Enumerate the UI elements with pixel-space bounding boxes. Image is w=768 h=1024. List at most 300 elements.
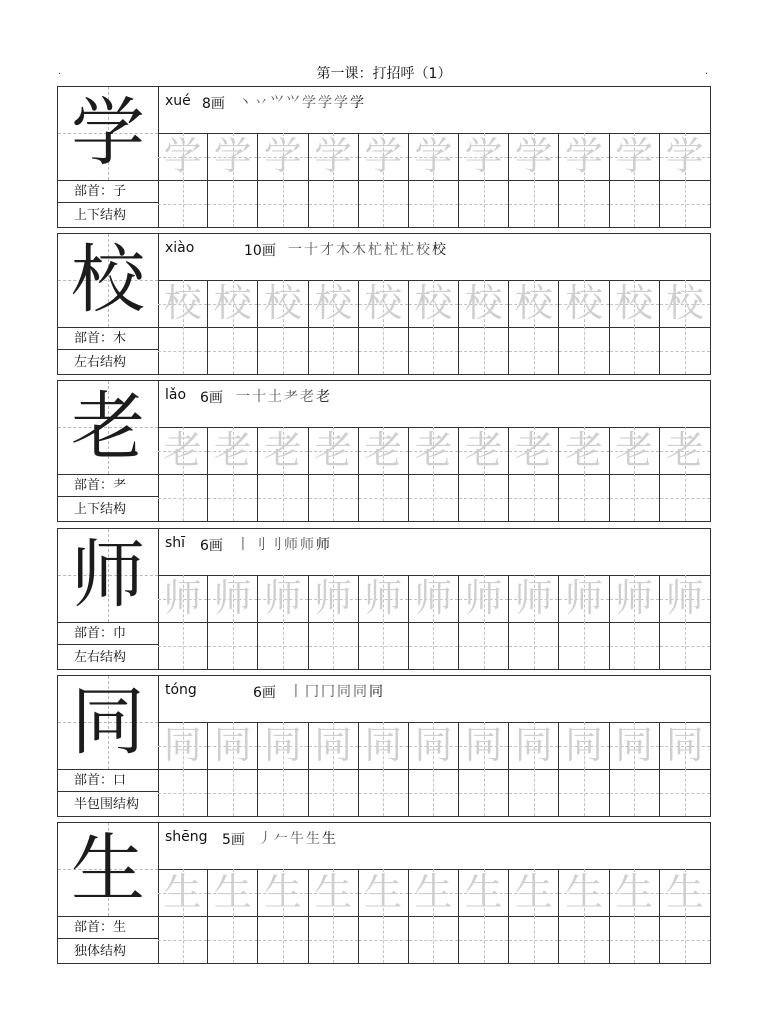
practice-cell[interactable]	[158, 180, 208, 227]
practice-cell[interactable]	[258, 474, 308, 521]
practice-cell[interactable]	[258, 916, 308, 963]
character-block	[57, 380, 711, 522]
trace-character: 同	[163, 723, 202, 767]
practice-cell[interactable]	[559, 622, 609, 669]
trace-character: 同	[514, 723, 553, 767]
practice-cell[interactable]	[559, 180, 609, 227]
practice-cell[interactable]	[158, 622, 208, 669]
practice-cell[interactable]	[208, 769, 258, 816]
stroke-step: 同	[353, 684, 368, 700]
radical-row	[58, 916, 158, 939]
stroke-order	[236, 534, 332, 554]
tracing-cell[interactable]	[559, 427, 609, 474]
trace-character: 同	[314, 723, 353, 767]
trace-character: 学	[564, 134, 603, 178]
tracing-cell[interactable]	[309, 427, 359, 474]
practice-cell[interactable]	[409, 622, 459, 669]
stroke-order	[288, 239, 448, 259]
character-block	[57, 675, 711, 817]
trace-character: 老	[364, 428, 403, 472]
trace-character: 师	[464, 576, 503, 620]
tracing-cell[interactable]	[610, 280, 660, 327]
tracing-row	[158, 427, 710, 475]
trace-character: 老	[163, 428, 202, 472]
practice-cell[interactable]	[258, 180, 308, 227]
model-character-cell	[58, 529, 158, 623]
structure-label: 上下结构	[74, 208, 127, 223]
tracing-cell[interactable]	[208, 133, 258, 180]
trace-character: 学	[364, 134, 403, 178]
practice-row	[158, 622, 710, 669]
practice-cell[interactable]	[409, 327, 459, 374]
tracing-cell[interactable]	[309, 133, 359, 180]
stroke-step: 丨	[236, 537, 251, 553]
trace-character: 老	[213, 428, 252, 472]
practice-cell[interactable]	[559, 916, 609, 963]
corner-mark-left: .	[58, 66, 62, 77]
practice-cell[interactable]	[459, 327, 509, 374]
practice-cell[interactable]	[158, 474, 208, 521]
tracing-cell[interactable]	[559, 280, 609, 327]
practice-cell[interactable]	[158, 327, 208, 374]
practice-cell[interactable]	[309, 916, 359, 963]
tracing-row	[158, 280, 710, 328]
writing-area	[158, 381, 710, 521]
tracing-cell[interactable]	[409, 280, 459, 327]
tracing-cell[interactable]	[660, 280, 710, 327]
practice-cell[interactable]	[258, 769, 308, 816]
trace-character: 校	[464, 281, 503, 325]
stroke-step: 生	[322, 831, 337, 847]
writing-area	[158, 676, 710, 816]
pinyin: shī	[165, 535, 186, 551]
trace-character: 校	[615, 281, 654, 325]
radical-value: 巾	[113, 626, 127, 641]
tracing-cell[interactable]	[258, 722, 308, 769]
tracing-cell[interactable]	[208, 869, 258, 916]
stroke-count: 6画	[253, 685, 276, 701]
tracing-cell[interactable]	[359, 280, 409, 327]
tracing-cell[interactable]	[409, 722, 459, 769]
radical-row	[58, 622, 158, 645]
practice-cell[interactable]	[660, 474, 710, 521]
tracing-cell[interactable]	[509, 869, 559, 916]
practice-cell[interactable]	[409, 769, 459, 816]
trace-character: 师	[665, 576, 704, 620]
stroke-order	[258, 828, 338, 848]
tracing-cell[interactable]	[610, 427, 660, 474]
character-panel	[58, 381, 159, 521]
tracing-cell[interactable]	[258, 575, 308, 622]
model-character-cell	[58, 234, 158, 328]
trace-character: 生	[665, 870, 704, 914]
model-character: 老	[71, 384, 145, 470]
stroke-step: 校	[416, 242, 431, 258]
stroke-step: 学	[350, 95, 365, 111]
practice-cell[interactable]	[208, 180, 258, 227]
trace-character: 师	[615, 576, 654, 620]
practice-cell[interactable]	[208, 474, 258, 521]
trace-character: 校	[163, 281, 202, 325]
tracing-cell[interactable]	[509, 427, 559, 474]
practice-cell[interactable]	[660, 769, 710, 816]
tracing-cell[interactable]	[660, 869, 710, 916]
trace-character: 学	[615, 134, 654, 178]
stroke-count: 5画	[222, 832, 245, 848]
tracing-cell[interactable]	[309, 869, 359, 916]
tracing-cell[interactable]	[459, 133, 509, 180]
tracing-cell[interactable]	[660, 427, 710, 474]
structure-label: 上下结构	[74, 502, 127, 517]
pinyin: lǎo	[165, 387, 187, 403]
trace-character: 学	[464, 134, 503, 178]
stroke-step: 杧	[384, 242, 399, 258]
pinyin-stroke-row	[158, 381, 710, 428]
practice-cell[interactable]	[158, 769, 208, 816]
practice-cell[interactable]	[509, 180, 559, 227]
radical-row	[58, 474, 158, 497]
stroke-step: 刂	[268, 537, 283, 553]
tracing-cell[interactable]	[459, 280, 509, 327]
pinyin-stroke-row	[158, 87, 710, 134]
tracing-row	[158, 575, 710, 623]
stroke-step: 师	[300, 537, 315, 553]
tracing-cell[interactable]	[158, 575, 208, 622]
pinyin: shēng	[165, 829, 208, 845]
practice-row	[158, 916, 710, 963]
trace-character: 师	[163, 576, 202, 620]
stroke-step: 师	[316, 537, 331, 553]
practice-cell[interactable]	[359, 916, 409, 963]
character-block	[57, 86, 711, 228]
tracing-cell[interactable]	[208, 575, 258, 622]
practice-cell[interactable]	[610, 769, 660, 816]
trace-character: 老	[263, 428, 302, 472]
tracing-cell[interactable]	[459, 722, 509, 769]
stroke-step: 丶	[238, 95, 253, 111]
pinyin: xué	[165, 93, 191, 109]
writing-area	[158, 234, 710, 374]
trace-character: 老	[665, 428, 704, 472]
tracing-cell[interactable]	[459, 575, 509, 622]
model-character: 学	[71, 90, 145, 176]
practice-row	[158, 180, 710, 227]
tracing-row	[158, 869, 710, 917]
practice-cell[interactable]	[459, 180, 509, 227]
character-block	[57, 233, 711, 375]
stroke-step: 木	[352, 242, 367, 258]
tracing-cell[interactable]	[258, 869, 308, 916]
practice-cell[interactable]	[409, 180, 459, 227]
tracing-cell[interactable]	[359, 722, 409, 769]
stroke-count: 10画	[244, 243, 276, 259]
practice-cell[interactable]	[309, 327, 359, 374]
tracing-cell[interactable]	[208, 427, 258, 474]
character-block	[57, 822, 711, 964]
tracing-cell[interactable]	[660, 133, 710, 180]
stroke-order	[289, 681, 385, 701]
stroke-step: 同	[337, 684, 352, 700]
tracing-cell[interactable]	[258, 133, 308, 180]
stroke-step: 𠂉	[274, 831, 289, 847]
trace-character: 生	[514, 870, 553, 914]
trace-character: 同	[364, 723, 403, 767]
tracing-row	[158, 722, 710, 770]
stroke-step: 𭕄	[286, 95, 301, 111]
tracing-cell[interactable]	[409, 133, 459, 180]
pinyin: xiào	[165, 240, 195, 256]
writing-area	[158, 529, 710, 669]
model-character-cell	[58, 676, 158, 770]
practice-cell[interactable]	[559, 327, 609, 374]
trace-character: 同	[464, 723, 503, 767]
trace-character: 生	[163, 870, 202, 914]
practice-cell[interactable]	[208, 327, 258, 374]
stroke-step: 生	[306, 831, 321, 847]
trace-character: 同	[263, 723, 302, 767]
tracing-cell[interactable]	[559, 722, 609, 769]
trace-character: 学	[414, 134, 453, 178]
tracing-cell[interactable]	[258, 280, 308, 327]
tracing-cell[interactable]	[660, 722, 710, 769]
practice-cell[interactable]	[559, 769, 609, 816]
tracing-cell[interactable]	[610, 722, 660, 769]
stroke-step: 丿	[258, 831, 273, 847]
tracing-cell[interactable]	[509, 722, 559, 769]
tracing-cell[interactable]	[509, 575, 559, 622]
trace-character: 生	[414, 870, 453, 914]
practice-cell[interactable]	[158, 916, 208, 963]
practice-cell[interactable]	[309, 622, 359, 669]
practice-cell[interactable]	[309, 769, 359, 816]
practice-cell[interactable]	[660, 622, 710, 669]
trace-character: 学	[314, 134, 353, 178]
trace-character: 老	[514, 428, 553, 472]
stroke-step: 一	[288, 242, 303, 258]
trace-character: 老	[615, 428, 654, 472]
trace-character: 同	[615, 723, 654, 767]
trace-character: 校	[564, 281, 603, 325]
tracing-cell[interactable]	[359, 133, 409, 180]
tracing-cell[interactable]	[409, 427, 459, 474]
stroke-count: 6画	[200, 390, 223, 406]
pinyin-stroke-row	[158, 823, 710, 870]
practice-cell[interactable]	[610, 474, 660, 521]
stroke-step: 丷	[254, 95, 269, 111]
tracing-cell[interactable]	[359, 427, 409, 474]
stroke-step: 杧	[400, 242, 415, 258]
stroke-order	[238, 92, 366, 112]
pinyin-stroke-row	[158, 529, 710, 576]
stroke-step: 老	[316, 389, 331, 405]
radical-row	[58, 180, 158, 203]
tracing-cell[interactable]	[559, 869, 609, 916]
trace-character: 生	[464, 870, 503, 914]
practice-cell[interactable]	[359, 622, 409, 669]
trace-character: 生	[364, 870, 403, 914]
tracing-cell[interactable]	[610, 869, 660, 916]
radical-label: 部首：	[74, 184, 114, 199]
practice-cell[interactable]	[409, 474, 459, 521]
practice-cell[interactable]	[208, 622, 258, 669]
writing-area	[158, 823, 710, 963]
trace-character: 校	[414, 281, 453, 325]
tracing-cell[interactable]	[509, 133, 559, 180]
radical-value: 生	[113, 920, 127, 935]
stroke-step: 老	[300, 389, 315, 405]
practice-cell[interactable]	[610, 180, 660, 227]
practice-cell[interactable]	[359, 327, 409, 374]
structure-label: 左右结构	[74, 355, 127, 370]
character-panel	[58, 234, 159, 374]
writing-area	[158, 87, 710, 227]
tracing-cell[interactable]	[158, 722, 208, 769]
practice-cell[interactable]	[610, 916, 660, 963]
practice-cell[interactable]	[309, 180, 359, 227]
character-panel	[58, 87, 159, 227]
practice-cell[interactable]	[359, 474, 409, 521]
trace-character: 校	[364, 281, 403, 325]
trace-character: 同	[414, 723, 453, 767]
radical-value: 子	[113, 184, 127, 199]
trace-character: 学	[665, 134, 704, 178]
practice-cell[interactable]	[660, 327, 710, 374]
practice-cell[interactable]	[660, 180, 710, 227]
practice-cell[interactable]	[509, 916, 559, 963]
practice-cell[interactable]	[258, 327, 308, 374]
trace-character: 师	[213, 576, 252, 620]
tracing-cell[interactable]	[208, 280, 258, 327]
character-block	[57, 528, 711, 670]
practice-cell[interactable]	[208, 916, 258, 963]
practice-cell[interactable]	[309, 474, 359, 521]
corner-mark-right: .	[705, 66, 709, 77]
trace-character: 师	[263, 576, 302, 620]
radical-value: 耂	[113, 478, 127, 493]
stroke-step: 十	[252, 389, 267, 405]
trace-character: 生	[263, 870, 302, 914]
tracing-cell[interactable]	[559, 133, 609, 180]
practice-cell[interactable]	[610, 622, 660, 669]
tracing-cell[interactable]	[459, 427, 509, 474]
stroke-step: 土	[268, 389, 283, 405]
stroke-step: 刂	[252, 537, 267, 553]
practice-cell[interactable]	[409, 916, 459, 963]
trace-character: 校	[665, 281, 704, 325]
tracing-cell[interactable]	[509, 280, 559, 327]
tracing-row	[158, 133, 710, 181]
character-panel	[58, 823, 159, 963]
model-character: 同	[71, 679, 145, 765]
stroke-step: 同	[369, 684, 384, 700]
trace-character: 校	[514, 281, 553, 325]
practice-row	[158, 327, 710, 374]
pinyin-stroke-row	[158, 676, 710, 723]
stroke-count: 6画	[200, 538, 223, 554]
stroke-step: 杧	[368, 242, 383, 258]
tracing-cell[interactable]	[559, 575, 609, 622]
pinyin: tóng	[165, 682, 197, 698]
trace-character: 师	[414, 576, 453, 620]
practice-cell[interactable]	[660, 916, 710, 963]
tracing-cell[interactable]	[359, 869, 409, 916]
trace-character: 校	[263, 281, 302, 325]
tracing-cell[interactable]	[409, 869, 459, 916]
stroke-step: ⺍	[270, 95, 285, 111]
tracing-cell[interactable]	[158, 869, 208, 916]
practice-cell[interactable]	[559, 474, 609, 521]
stroke-step: 冂	[305, 684, 320, 700]
tracing-cell[interactable]	[158, 280, 208, 327]
radical-row	[58, 769, 158, 792]
practice-cell[interactable]	[359, 769, 409, 816]
tracing-cell[interactable]	[359, 575, 409, 622]
trace-character: 师	[514, 576, 553, 620]
tracing-cell[interactable]	[409, 575, 459, 622]
practice-cell[interactable]	[459, 769, 509, 816]
radical-value: 木	[113, 331, 127, 346]
trace-character: 学	[263, 134, 302, 178]
structure-label: 独体结构	[74, 944, 127, 959]
practice-cell[interactable]	[459, 916, 509, 963]
stroke-step: 学	[318, 95, 333, 111]
tracing-cell[interactable]	[258, 427, 308, 474]
page-title: 第一课：打招呼（1）	[316, 66, 452, 82]
tracing-cell[interactable]	[309, 722, 359, 769]
structure-label: 左右结构	[74, 650, 127, 665]
radical-row	[58, 327, 158, 350]
stroke-step: 冂	[321, 684, 336, 700]
practice-cell[interactable]	[509, 327, 559, 374]
tracing-cell[interactable]	[610, 133, 660, 180]
radical-value: 口	[113, 773, 127, 788]
tracing-cell[interactable]	[158, 133, 208, 180]
practice-cell[interactable]	[359, 180, 409, 227]
practice-cell[interactable]	[258, 622, 308, 669]
tracing-cell[interactable]	[309, 575, 359, 622]
model-character: 校	[71, 237, 145, 323]
practice-cell[interactable]	[509, 622, 559, 669]
trace-character: 学	[213, 134, 252, 178]
character-panel	[58, 676, 159, 816]
radical-label: 部首：	[74, 478, 114, 493]
tracing-cell[interactable]	[459, 869, 509, 916]
tracing-cell[interactable]	[208, 722, 258, 769]
tracing-cell[interactable]	[309, 280, 359, 327]
practice-row	[158, 474, 710, 521]
tracing-cell[interactable]	[158, 427, 208, 474]
trace-character: 同	[213, 723, 252, 767]
structure-label: 半包围结构	[74, 797, 140, 812]
tracing-cell[interactable]	[660, 575, 710, 622]
tracing-cell[interactable]	[610, 575, 660, 622]
trace-character: 老	[314, 428, 353, 472]
practice-cell[interactable]	[610, 327, 660, 374]
practice-cell[interactable]	[459, 474, 509, 521]
practice-cell[interactable]	[509, 474, 559, 521]
trace-character: 同	[564, 723, 603, 767]
practice-cell[interactable]	[509, 769, 559, 816]
trace-character: 生	[213, 870, 252, 914]
trace-character: 学	[163, 134, 202, 178]
trace-character: 师	[314, 576, 353, 620]
pinyin-stroke-row	[158, 234, 710, 281]
stroke-step: 耂	[284, 389, 299, 405]
trace-character: 师	[364, 576, 403, 620]
practice-cell[interactable]	[459, 622, 509, 669]
stroke-step: 木	[336, 242, 351, 258]
stroke-step: 十	[304, 242, 319, 258]
